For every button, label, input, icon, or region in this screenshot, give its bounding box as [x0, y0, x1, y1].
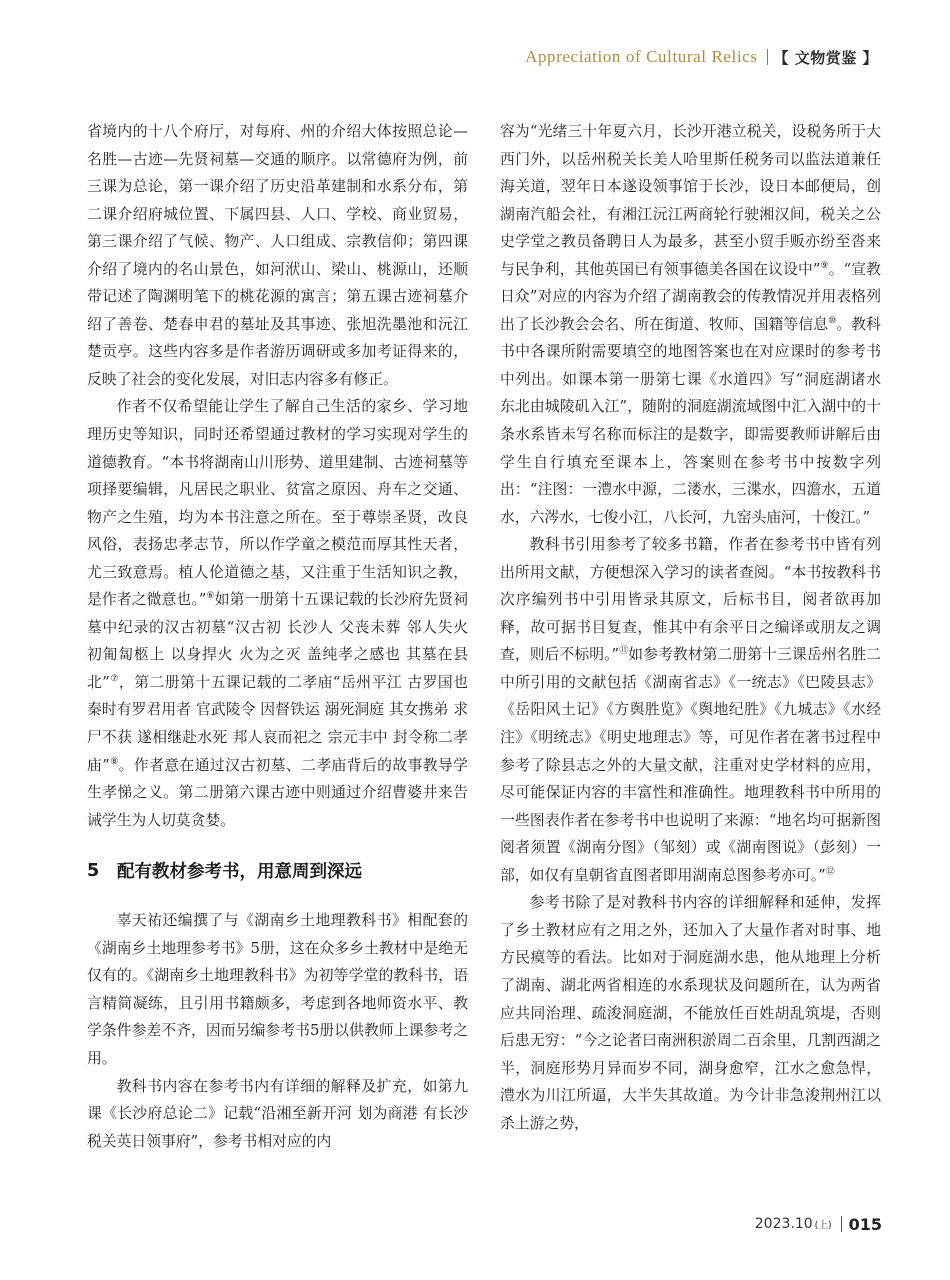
page-footer: [755, 1212, 882, 1236]
paragraph-prefecture-overview: 省境内的十八个府厅，对每府、州的介绍大体按照总论—名胜—古迹—先贤祠墓—交通的顺序。以常德府为例，前三课为总论，第一课介绍了历史沿革建制和水系分布，第二课介绍府城位置、下属四县、人口、学校、商业贸易，第三课介绍了气候、物产、人口组成、宗教信仰；第四课介绍了境内的名山景色，如河洑山、梁山、桃源山，还顺带记述了陶渊明笔下的桃花源的寓言；第五课古迹祠墓介绍了善卷、楚春申君的墓址及其事迹、张旭洗墨池和沅江楚贡亭。这些内容多是作者游历调研或多加考证得来的，反映了社会的变化发展，对旧志内容多有修正。: [87, 123, 468, 388]
text-segment: 容为“光绪三十年夏六月，长沙开港立税关，设税务所于大西门外，以岳州税关长美人哈里斯任税务司以监法道兼任海关道，翌年日本遂设领事馆于长沙，设日本邮便局，创湖南汽船会社，有湘江沅江两商轮行驶湘汉间，税关之公史学堂之教员备聘日人为最多，甚至小贸手贩亦纷至沓来与民争利，其他英国已有领事德美各国在议设中”: [500, 123, 881, 278]
page-number: 015: [848, 1214, 882, 1234]
header-divider: [767, 49, 768, 65]
issue-date: 2023.10: [754, 1216, 813, 1232]
text-segment: 。“宣教日众”对应的内容为介绍了湖南教会的传教情况并用表格列出了长沙教会会名、所在街道、牧师、国籍等信息: [500, 260, 881, 333]
text-segment: 教科书引用参考了较多书籍，作者在参考书中皆有列出所用文献，方便想深入学习的读者查阅。“本书按教科书次序编列书中引用皆录其原文，后标书目，阅者欲再加释，故可据书目复查，惟其中有余平日之编译或朋友之调查，则后不标明。”: [500, 536, 881, 664]
footnote-ref-7: ⑦: [109, 674, 119, 685]
paragraph-detailed-explanation: 教科书内容在参考书内有详细的解释及扩充，如第九课《长沙府总论二》记载“沿湘至新开河 划为商港 有长沙税关英日领事府”，参考书相对应的内: [87, 1077, 468, 1150]
paragraph-moral-education: [87, 393, 468, 834]
footnote-ref-6: ⑥: [206, 591, 215, 602]
section-label: 【 文物赏鉴 】: [773, 48, 878, 67]
paragraph-reference-books: 辜天祐还编撰了与《湖南乡土地理教科书》相配套的《湖南乡土地理参考书》5册，这在众多乡土教材中是绝无仅有的。《湖南乡土地理教科书》为初等学堂的教科书，语言精简凝练，且引用书籍颇多，考虑到各地师资水平、教学条件参差不齐，因而另编参考书5册以供教师上课参考之用。: [87, 912, 468, 1067]
footnote-ref-9: ⑨: [820, 260, 829, 271]
footnote-ref-10: ⑩: [828, 315, 837, 326]
footnote-ref-12: ⑫: [825, 866, 835, 877]
text-segment: ，第二册第十五课记载的二孝庙“岳州平江 古罗国也 秦时有罗君用者 官武陵令 因督铁运 溺死洞庭 其女携弟 求尸不获 遂相继赴水死 邦人哀而祀之 宗元丰中 封令称二孝庙”: [87, 673, 468, 774]
journal-title-en: Appreciation of Cultural Relics: [525, 47, 758, 66]
paragraph-customs-content: [500, 118, 881, 531]
paragraph-author-views: 参考书除了是对教科书内容的详细解释和延伸，发挥了乡土教材应有之用之外，还加入了大量作者对时事、地方民瘼等的看法。比如对于洞庭湖水患，他从地理上分析了湖南、湖北两省相连的水系现状及问题所在，认为两省应共同治理、疏浚洞庭湖，不能放任百姓胡乱筑堤，否则后患无穷：“今之论者曰南洲积淤周二百余里，几割西湖之半，洞庭形势月异而岁不同，湖身愈窄，江水之愈急悍，澧水为川江所逼，大半失其故道。为今计非急浚荆州江以杀上游之势，: [500, 894, 881, 1132]
footnote-ref-8: ⑧: [109, 756, 119, 767]
text-segment: 作者不仅希望能让学生了解自己生活的家乡、学习地理历史等知识，同时还希望通过教材的学习实现对学生的道德教育。“本书将湖南山川形势、道里建制、古迹祠墓等项择要编辑，凡居民之职业、贫富之原因、舟车之交通、物产之生殖，均为本书注意之所在。至于尊崇圣贤，改良风俗，表扬忠孝志节，所以作学童之模范而厚其性天者，尤三致意焉。植人伦道德之基，又注重于生活知识之教，是作者之微意也。”: [87, 398, 468, 609]
text-segment: 如第一册第十五课记载的长沙府先贤祠墓中纪录的汉古初墓“汉古初 长沙人 父丧未葬 邻人失火 初匍匐柩上 以身捍火 火为之灭 盖纯孝之感也 其墓在县北”: [87, 591, 468, 691]
text-segment: 。作者意在通过汉古初墓、二孝庙背后的故事教导学生孝悌之义。第二册第六课古迹中则通过介绍曹婆井来告诫学生为人切莫贪婪。: [87, 756, 468, 829]
text-segment: 。教科书中各课所附需要填空的地图答案也在对应课时的参考书中列出。如课本第一册第七课《水道四》写“洞庭湖诸水 东北由城陵矶入江”，随附的洞庭湖流域图中汇入湖中的十条水系皆未写名称而标注的是数字，即需要教师讲解后由学生自行填充至课本上，答案则在参考书中按数字列出：“注图：一澧水中源，二溇水，三渫水，四澹水，五道水，六涔水，七俊小江，八长河，九窑头庙河，十俊江。”: [500, 315, 881, 526]
running-header: [525, 44, 878, 70]
footnote-ref-11: ⑪: [619, 646, 629, 657]
right-column: [500, 118, 881, 1137]
section-number: 5: [87, 860, 100, 881]
section-heading: [87, 857, 468, 884]
left-column: [87, 118, 468, 1155]
footer-divider: [841, 1216, 842, 1232]
issue-half: (上): [814, 1220, 832, 1231]
paragraph-cited-sources: [500, 531, 881, 889]
text-segment: 如参考教材第二册第十三课岳州名胜二中所引用的文献包括《湖南省志》《一统志》《巴陵县志》《岳阳风土记》《方舆胜览》《舆地纪胜》《九城志》《水经注》《明统志》《明史地理志》等，可见作者在著书过程中参考了除县志之外的大量文献，注重对史学材料的应用，尽可能保证内容的丰富性和准确性。地理教科书中所用的一些图表作者在参考书中也说明了来源：“地名均可据新图阅者须置《湖南分图》（邹刻）或《湖南图说》（彭刻）一部，如仅有皇朝省直图者即用湖南总图参考亦可。”: [500, 646, 881, 884]
section-title: 配有教材参考书，用意周到深远: [117, 862, 362, 883]
